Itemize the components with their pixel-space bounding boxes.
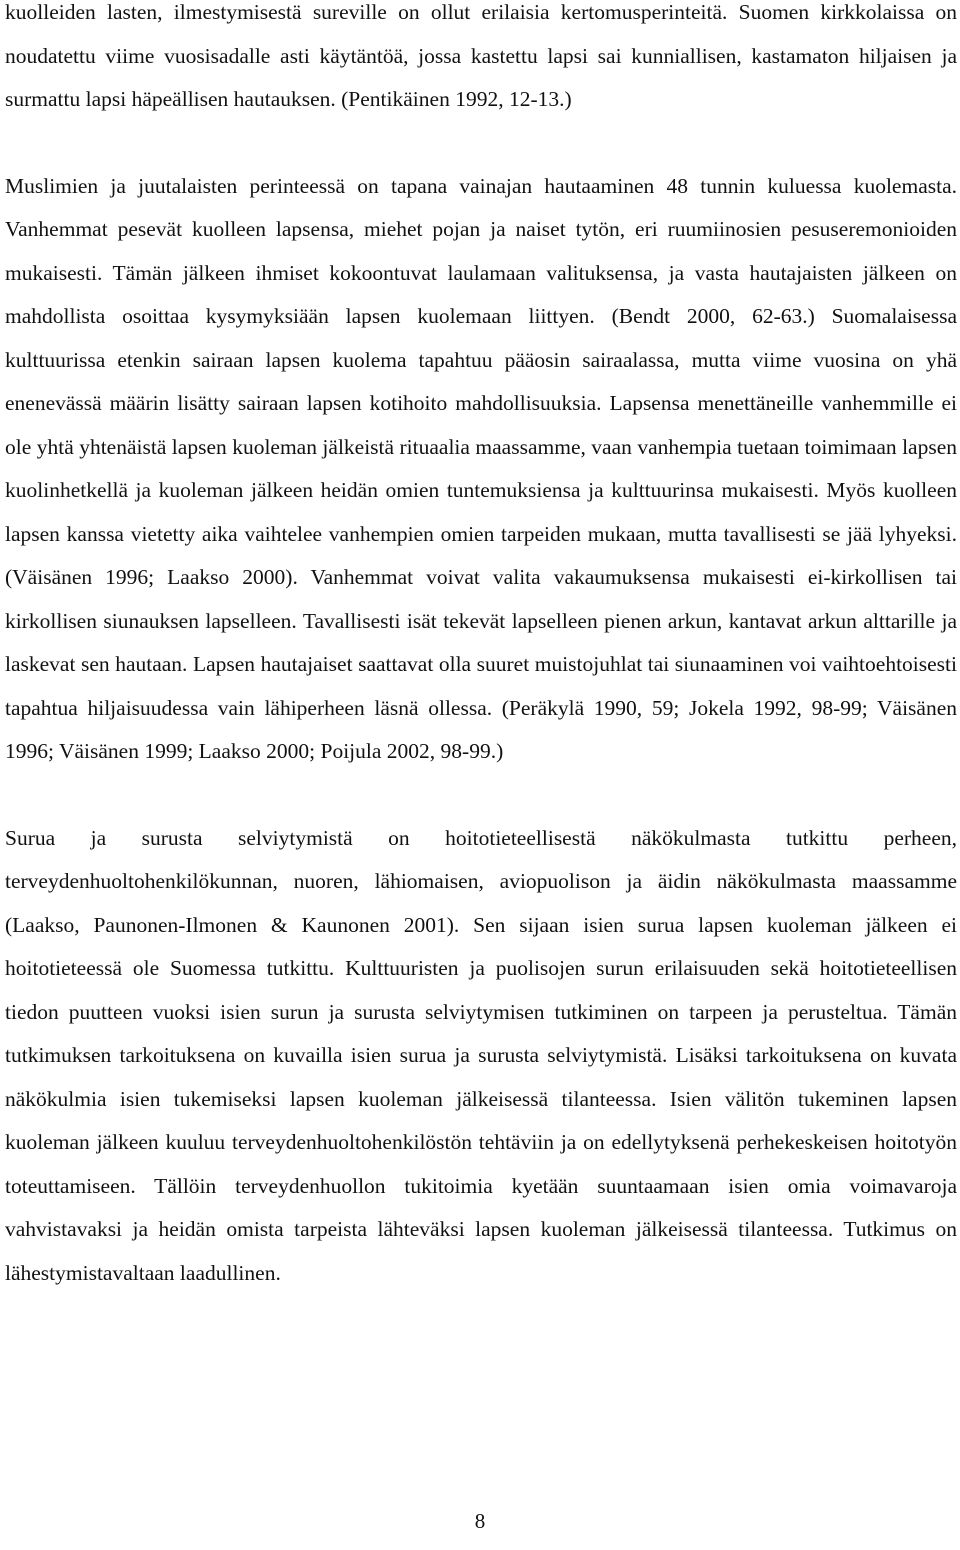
paragraph-2: Muslimien ja juutalaisten perinteessä on tapana vainajan hautaaminen 48 tunnin kuluessa kuolemasta. Vanhemmat pesevät kuolleen lapsensa, miehet pojan ja naiset tytön, eri ruumiinosien pesuseremonioiden mukaisesti. Tämän jälkeen ihmiset kokoontuvat laulamaan valituksensa, ja vasta hautajaisten jälkeen on mahdollista osoittaa kysymyksiään lapsen kuolemaan liittyen. (Bendt 2000, 62-63.) Suomalaisessa kulttuurissa etenkin sairaan lapsen kuolema tapahtuu pääosin sairaalassa, mutta viime vuosina on yhä enenevässä määrin lisätty sairaan lapsen kotihoito mahdollisuuksia. Lapsensa menettäneille vanhemmille ei ole yhtä yhtenäistä lapsen kuoleman jälkeistä rituaalia maassamme, vaan vanhempia tuetaan toimimaan lapsen kuolinhetkellä ja kuoleman jälkeen heidän omien tuntemuksiensa ja kulttuurinsa mukaisesti. Myös kuolleen lapsen kanssa vietetty aika vaihtelee vanhempien omien tarpeiden mukaan, mutta tavallisesti se jää lyhyeksi. (Väisänen 1996; Laakso 2000). Vanhemmat voivat valita vakaumuksensa mukaisesti ei-kirkollisen tai kirkollisen siunauksen lapselleen. Tavallisesti isät tekevät lapselleen pienen arkun, kantavat arkun alttarille ja laskevat sen hautaan. Lapsen hautajaiset saattavat olla suuret muistojuhlat tai siunaaminen voi vaihtoehtoisesti tapahtua hiljaisuudessa vain lähiperheen läsnä ollessa. (Peräkylä 1990, 59; Jokela 1992, 98-99; Väisänen 1996; Väisänen 1999; Laakso 2000; Poijula 2002, 98-99.) (5, 173, 957, 763)
paragraph-3: Surua ja surusta selviytymistä on hoitotieteellisestä näkökulmasta tutkittu perheen, terveydenhuoltohenkilökunnan, nuoren, lähiomaisen, aviopuolison ja äidin näkökulmasta maassamme (Laakso, Paunonen-Ilmonen & Kaunonen 2001). Sen sijaan isien surua lapsen kuoleman jälkeen ei hoitotieteessä ole Suomessa tutkittu. Kulttuuristen ja puolisojen surun erilaisuuden sekä hoitotieteellisen tiedon puutteen vuoksi isien surun ja surusta selviytymisen tutkiminen on tarpeen ja perusteltua. Tämän tutkimuksen tarkoituksena on kuvailla isien surua ja surusta selviytymistä. Lisäksi tarkoituksena on kuvata näkökulmia isien tukemiseksi lapsen kuoleman jälkeisessä tilanteessa. Isien välitön tukeminen lapsen kuoleman jälkeen kuuluu terveydenhuoltohenkilöstön tehtäviin ja on edellytyksenä perhekeskeisen hoitotyön toteuttamiseen. Tällöin terveydenhuollon tukitoimia kyetään suuntaamaan isien omia voimavaroja vahvistavaksi ja heidän omista tarpeista lähteväksi lapsen kuoleman jälkeisessä tilanteessa. Tutkimus on lähestymistavaltaan laadullinen. (5, 825, 957, 1285)
document-page (5, 0, 957, 1295)
paragraph-1: kuolleiden lasten, ilmestymisestä sureville on ollut erilaisia kertomusperinteitä. Suomen kirkkolaissa on noudatettu viime vuosisadalle asti käytäntöä, jossa kastettu lapsi sai kunniallisen, kastamaton hiljaisen ja surmattu lapsi häpeällisen hautauksen. (Pentikäinen 1992, 12-13.) (5, 0, 957, 111)
page-number: 8 (474, 1509, 486, 1533)
